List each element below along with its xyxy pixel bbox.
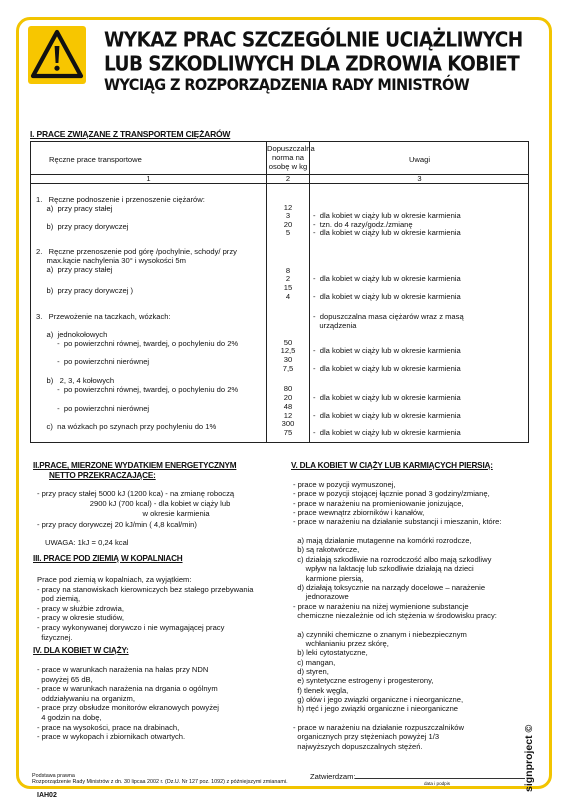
table-norm-value: 3 [285, 211, 291, 220]
section3-line: - pracy wykonywanej dorywczo i nie wymagającej pracy [37, 623, 225, 632]
table-norm-value: 50 [283, 338, 293, 347]
table-norm-value: 15 [283, 283, 293, 292]
section5-line: wchłanianiu przez skórę, [293, 638, 389, 648]
table-norm-value: 300 [281, 419, 295, 428]
section5-line: h) rtęć i jego związki organiczne i nieorganiczne [293, 704, 459, 714]
section5-line: a) czynniki chemiczne o znanym i niebezpiecznym [293, 629, 467, 639]
table-col-number: 1 [146, 174, 151, 183]
section4-line: - prace na wysokości, prace na drabinach, [37, 722, 180, 732]
table-norm-value: 5 [285, 228, 291, 237]
table-note: - dla kobiet w ciąży lub w okresie karmienia [313, 428, 461, 437]
title-line-3: WYCIĄG Z ROZPORZĄDZENIA RADY MINISTRÓW [104, 76, 470, 95]
table-row-text: 1. Ręczne podnoszenie i przenoszenie ciężarów: [36, 195, 205, 204]
table-norm-value: 20 [283, 393, 293, 402]
section-3-heading: III. PRACE POD ZIEMIĄ W KOPALNIACH [33, 554, 183, 563]
section3-line: - pracy na stanowiskach kierowniczych bez stałego przebywania [37, 584, 254, 594]
table-norm-value: 7,5 [282, 364, 294, 373]
table-note: - dla kobiet w ciąży lub w okresie karmienia [313, 411, 461, 420]
approval-label: Zatwierdzam: [310, 772, 356, 781]
table-note: - dla kobiet w ciąży lub w okresie karmienia [313, 211, 461, 220]
table-note: - tzn. do 4 razy/godz./zmianę [313, 220, 413, 229]
section5-line: jednorazowe [293, 592, 349, 602]
section4-line: oddziaływaniu na organizm, [37, 693, 135, 703]
section3-line: - pracy w okresie studiów, [37, 613, 124, 623]
table-row-text: - po powierzchni równej, twardej, o pochyleniu do 2% [36, 339, 239, 348]
transport-table [30, 141, 529, 443]
table-row-text: b) przy pracy dorywczej [36, 222, 129, 231]
table-col-number: 3 [417, 174, 422, 183]
section5-line: - prace w narażeniu na promieniowanie jonizujące, [293, 498, 464, 508]
section2-line: - przy pracy stałej 5000 kJ (1200 kca) - na zmianę roboczą [37, 489, 235, 498]
section5-line: karmione piersią, [293, 573, 364, 583]
table-row-text: 3. Przewożenie na taczkach, wózkach: [36, 312, 171, 321]
table-row-text: a) przy pracy stałej [36, 265, 113, 274]
section5-line: - prace w pozycji wymuszonej, [293, 480, 396, 489]
section4-line: - prace przy obsłudze monitorów ekranowych powyżej [37, 703, 219, 713]
section-2-heading: II.PRACE, MIERZONE WYDATKIEM ENERGETYCZNYM NETTO PRZEKRACZAJĄCE: [33, 461, 237, 480]
table-header-col1: Ręczne prace transportowe [49, 155, 142, 164]
section5-line: - prace w narażeniu na działanie substancji i mieszanin, które: [293, 517, 502, 527]
sign-title [104, 28, 524, 95]
warning-triangle-icon [28, 26, 86, 84]
table-note: - dla kobiet w ciąży lub w okresie karmienia [313, 393, 461, 402]
section3-line: Prace pod ziemią w kopalniach, za wyjątkiem: [37, 575, 192, 584]
table-norm-value: 8 [285, 266, 291, 275]
section5-line: c) mangan, [293, 657, 336, 667]
section-1-heading: I. PRACE ZWIĄZANE Z TRANSPORTEM CIĘŻARÓW [30, 129, 231, 139]
table-norm-value: 48 [283, 402, 293, 411]
section5-line: b) leki cytostatyczne, [293, 648, 368, 658]
table-note: - dla kobiet w ciąży lub w okresie karmienia [313, 346, 461, 355]
table-note: - dla kobiet w ciąży lub w okresie karmienia [313, 228, 461, 237]
section3-line: fizycznej. [37, 632, 73, 642]
table-note: urządzenia [313, 321, 357, 330]
title-line-1: WYKAZ PRAC SZCZEGÓLNIE UCIĄŻLIWYCH [104, 28, 523, 53]
section5-line: d) działają toksycznie na narządy docelowe – narażenie [293, 582, 486, 592]
section5-line: - prace wewnątrz zbiorników i kanałów, [293, 508, 425, 518]
section-2-note: UWAGA: 1kJ = 0,24 kcal [45, 538, 129, 547]
section5-line: b) są rakotwórcze, [293, 545, 360, 555]
section4-line: - prace w warunkach narażenia na drgania o ogólnym [37, 684, 218, 694]
table-norm-value: 12 [283, 203, 293, 212]
table-norm-value: 30 [283, 355, 293, 364]
section4-line: 4 godzin na dobę, [37, 713, 102, 722]
table-norm-value: 20 [283, 220, 293, 229]
table-norm-value: 75 [283, 428, 293, 437]
section5-line: organicznych przy stężeniach powyżej 1/3 [293, 732, 440, 742]
section5-line: c) działają szkodliwie na rozrodczość albo mają szkodliwy [293, 554, 492, 564]
table-header-col2: Dopuszczalna norma na osobę w kg [267, 144, 315, 171]
table-row-text: max.kącie nachylenia 30° i wysokości 5m [36, 256, 186, 265]
section-4-heading: IV. DLA KOBIET W CIĄŻY: [33, 646, 129, 655]
section4-line: - prace w wykopach i zbiornikach otwartych. [37, 732, 186, 742]
table-header-col3: Uwagi [408, 155, 431, 164]
section4-line: - prace w warunkach narażenia na hałas przy NDN [37, 665, 209, 674]
table-norm-value: 4 [285, 292, 291, 301]
signature-caption: data i podpis [424, 781, 451, 786]
section5-line: g) ołów i jego związki organiczne i nieorganiczne, [293, 695, 464, 705]
section3-line: - pracy w służbie zdrowia, [37, 603, 124, 613]
legal-basis: Podstawa prawna Rozporządzenie Rady Ministrów z dn. 30 lipcaa 2002 r. (Dz.U. Nr 127 poz. 1092) z późniejszymi zmianami. [32, 773, 288, 786]
section5-line: d) styren, [293, 667, 329, 676]
section5-line: a) mają działanie mutagenne na komórki rozrodcze, [293, 536, 472, 546]
table-row-text: 2. Ręczne przenoszenie pod górę /pochylnie, schody/ przy [36, 247, 237, 256]
signature-line [355, 778, 525, 779]
section3-line: pod ziemią, [37, 594, 81, 604]
section5-line: - prace w narażeniu na niżej wymienione substancje [293, 601, 469, 611]
table-note: - dla kobiet w ciąży lub w okresie karmienia [313, 364, 461, 373]
table-row-text: a) przy pracy stałej [36, 204, 113, 213]
table-row-text: - po powierzchni nierównej [36, 357, 150, 366]
table-norm-value: 2 [285, 274, 291, 283]
section5-line: wpływ na laktację lub szkodliwie działają na dzieci [293, 564, 474, 574]
sign-code: IAH02 [37, 792, 57, 799]
table-row-text: - po powierzchni równej, twardej, o pochyleniu do 2% [36, 385, 239, 394]
section2-line: 2900 kJ (700 kcal) - dla kobiet w ciąży lub [37, 499, 231, 509]
section2-line: w okresie karmienia [37, 509, 210, 519]
brand-label: signproject © [523, 724, 535, 792]
table-row-text: a) jednokołowych [36, 330, 108, 339]
table-row-text: b) 2, 3, 4 kołowych [36, 376, 115, 385]
table-row-text: b) przy pracy dorywczej ) [36, 286, 134, 295]
section2-line: - przy pracy dorywczej 20 kJ/min ( 4,8 kcal/min) [37, 519, 197, 529]
section5-line: f) tlenek węgla, [293, 685, 349, 695]
table-note: - dopuszczalna masa ciężarów wraz z masą [313, 312, 464, 321]
table-norm-value: 12,5 [280, 346, 296, 355]
table-note: - dla kobiet w ciąży lub w okresie karmienia [313, 292, 461, 301]
section5-line: e) syntetyczne estrogeny i progesterony, [293, 676, 434, 686]
table-col-number: 2 [285, 174, 291, 183]
title-line-2: LUB SZKODLIWYCH DLA ZDROWIA KOBIET [104, 52, 520, 76]
table-note: - dla kobiet w ciąży lub w okresie karmienia [313, 274, 461, 283]
table-row-text: - po powierzchni nierównej [36, 404, 150, 413]
table-norm-value: 80 [283, 384, 293, 393]
section5-line: - prace w pozycji stojącej łącznie ponad 3 godziny/zmianę, [293, 489, 490, 499]
section5-line: najwyższych dopuszczalnych stężeń. [293, 741, 423, 751]
table-norm-value: 12 [283, 411, 293, 420]
section5-line: - prace w narażeniu na działanie rozpuszczalników [293, 723, 464, 733]
section5-line: chemiczne niezależnie od ich stężenia w środowisku pracy: [293, 610, 497, 620]
section4-line: powyżej 65 dB, [37, 674, 93, 684]
table-row-text: c) na wózkach po szynach przy pochyleniu do 1% [36, 422, 217, 431]
section-5-heading: V. DLA KOBIET W CIĄŻY LUB KARMIĄCYCH PIERSIĄ: [291, 461, 493, 470]
